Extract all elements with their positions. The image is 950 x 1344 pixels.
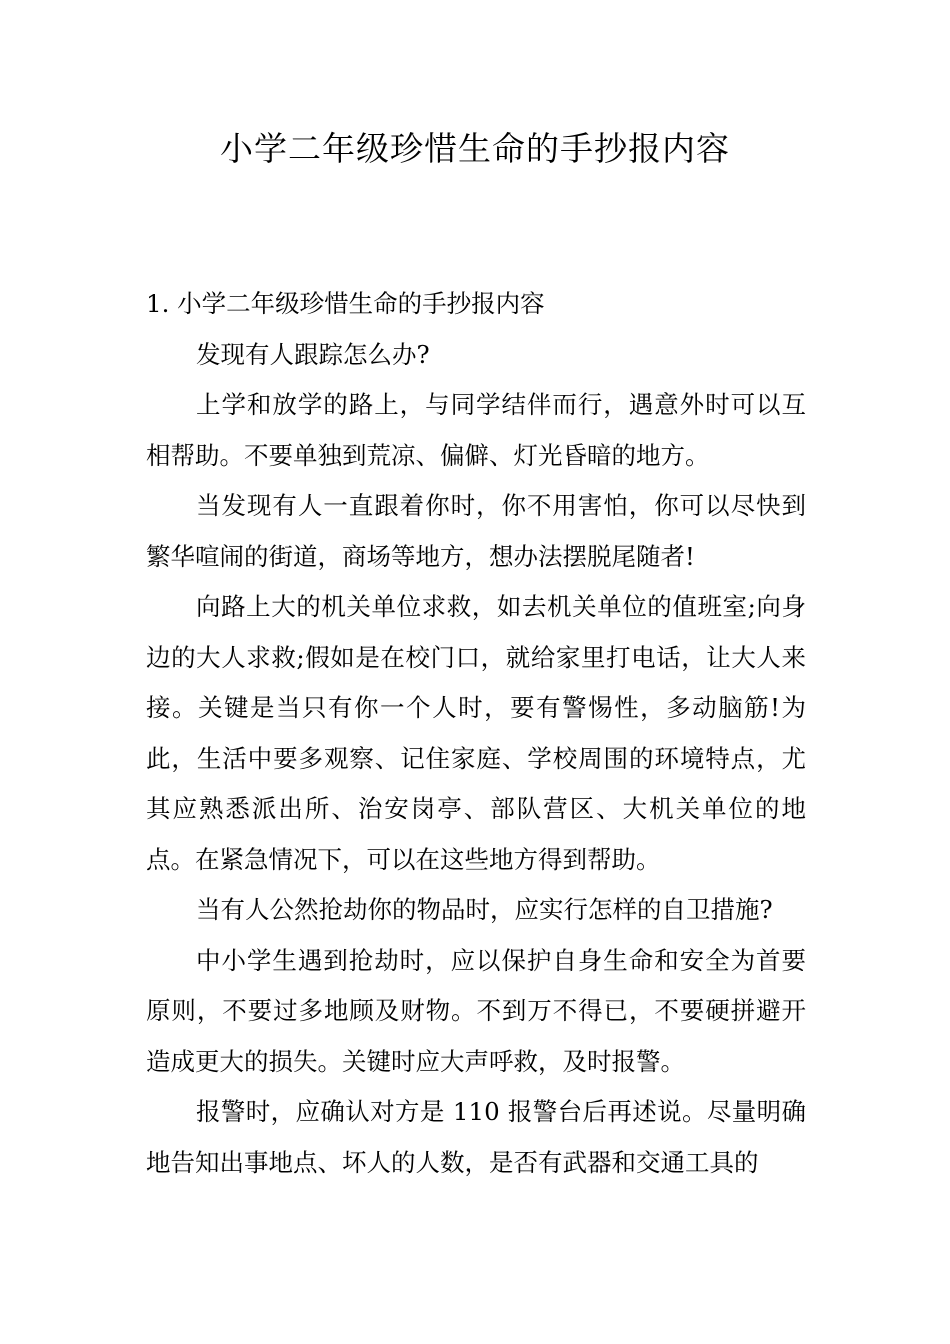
document-title: 小学二年级珍惜生命的手抄报内容 xyxy=(220,129,730,168)
paragraph: 中小学生遇到抢劫时，应以保护自身生命和安全为首要原则，不要过多地顾及财物。不到万不得已，不要硬拼避开造成更大的损失。关键时应大声呼救，及时报警。 xyxy=(146,945,806,1076)
paragraph: 上学和放学的路上，与同学结伴而行，遇意外时可以互相帮助。不要单独到荒凉、偏僻、灯光昏暗的地方。 xyxy=(146,390,806,470)
paragraph: 当发现有人一直跟着你时，你不用害怕，你可以尽快到繁华喧闹的街道，商场等地方，想办法摆脱尾随者! xyxy=(146,491,806,571)
paragraph-question-followed: 发现有人跟踪怎么办? xyxy=(196,339,430,369)
paragraph: 报警时，应确认对方是 110 报警台后再述说。尽量明确地告知出事地点、坏人的人数，是否有武器和交通工具的 xyxy=(146,1097,806,1177)
paragraph-question-robbery: 当有人公然抢劫你的物品时，应实行怎样的自卫措施? xyxy=(196,895,773,924)
document-body xyxy=(146,279,806,1188)
paragraph: 向路上大的机关单位求救，如去机关单位的值班室;向身边的大人求救;假如是在校门口，就给家里打电话，让大人来接。关键是当只有你一个人时，要有警惕性，多动脑筋!为此，生活中要多观察、记住家庭、学校周围的环境特点，尤其应熟悉派出所、治安岗亭、部队营区、大机关单位的地点。在紧急情况下，可以在这些地方得到帮助。 xyxy=(146,592,806,874)
section-heading: 1. 小学二年级珍惜生命的手抄报内容 xyxy=(146,289,545,318)
